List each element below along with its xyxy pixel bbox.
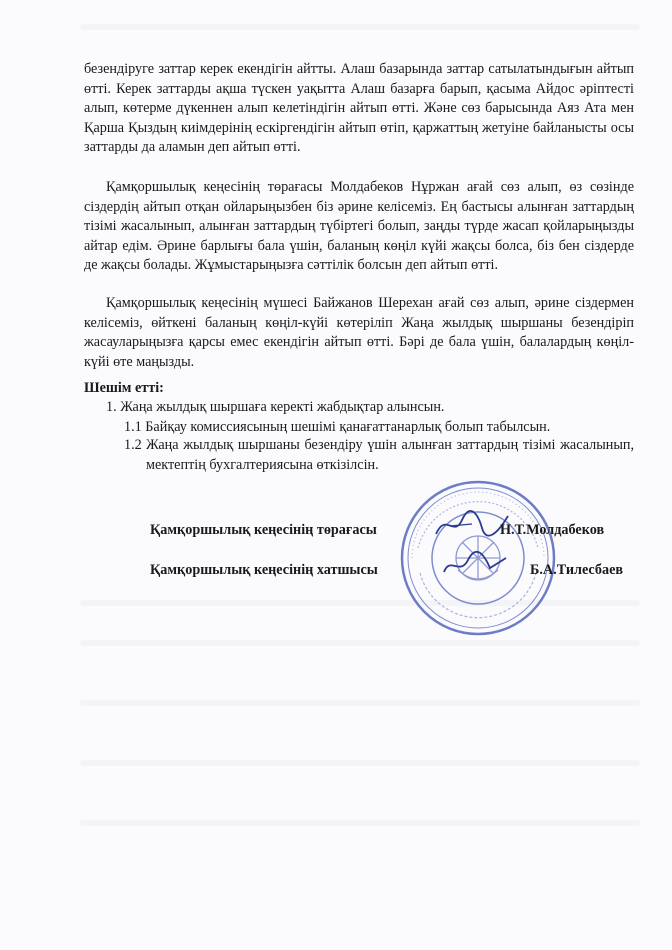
decision-item-1-2-number: 1.2 [124, 437, 142, 453]
paragraph-3: Қамқоршылық кеңесінің мүшесі Байжанов Шерехан ағай сөз алып, әрине сіздермен келісеміз, өйткені баланың көңіл-күйі көтеріліп Жаңа жылдық шыршаны безендіріп жасауларыңызға қарсы емес екендігін айтып өтті. Бәрі де бала үшін, балалардың көңіл-күйі өте маңызды. [84, 295, 634, 370]
signature-name-secretary: Б.А.Тилесбаев [530, 562, 624, 578]
signature-role-secretary: Қамқоршылық кеңесінің хатшысы [150, 562, 378, 578]
bleed-through-line [80, 24, 640, 30]
decision-title: Шешім етті: [84, 380, 164, 396]
decision-item-1-2-text: Жаңа жылдық шыршаны безендіру үшін алынған заттардың тізімі жасалынып, мектептің бухгалтериясына өткізілсін. [146, 437, 634, 473]
paragraph-1: безендіруге заттар керек екендігін айтты. Алаш базарында заттар сатылатындығын айтып өтті. Керек заттарды ақша түскен уақытта Алаш базарға барып, қасыма Айдос әріптесті алып, көтерме дүкеннен алып келетіндігін айтып өтті. Және сөз барысында Аяз Ата мен Қарша Қыздың киімдерінің ескіргендігін айтып өтіп, қаржаттың жетуіне байланысты осы заттарды да аламын деп айтып өтті. [84, 61, 634, 156]
signature-name-chair: Н.Т.Молдабеков [500, 522, 605, 538]
bleed-through-line [80, 760, 640, 766]
decision-item-1-1: 1.1 Байқау комиссиясының шешімі қанағаттанарлық болып табылсын. [124, 419, 551, 435]
signature-role-chair: Қамқоршылық кеңесінің төрағасы [150, 522, 377, 538]
bleed-through-line [80, 640, 640, 646]
decision-item-1: 1. Жаңа жылдық шыршаға керекті жабдықтар алынсын. [106, 399, 445, 415]
bleed-through-line [80, 820, 640, 826]
signature-mark-2 [440, 550, 510, 580]
bleed-through-line [80, 700, 640, 706]
paragraph-2: Қамқоршылық кеңесінің төрағасы Молдабеков Нұржан ағай сөз алып, өз сөзінде сіздердің айтып отқан ойларыңызбен біз әрине келісеміз. Ең бастысы алынған заттардың тізімі жасалынып, алынған заттардың түбіртегі болып, заңды түрде жасап қойларыңызды айтар едім. Әрине барлығы бала үшін, баланың көңіл күйі жақсы болса, біз бен сіздерде де жақсы болады. Жұмыстарыңызға сәттілік болсын деп айтып өтті. [84, 179, 634, 274]
